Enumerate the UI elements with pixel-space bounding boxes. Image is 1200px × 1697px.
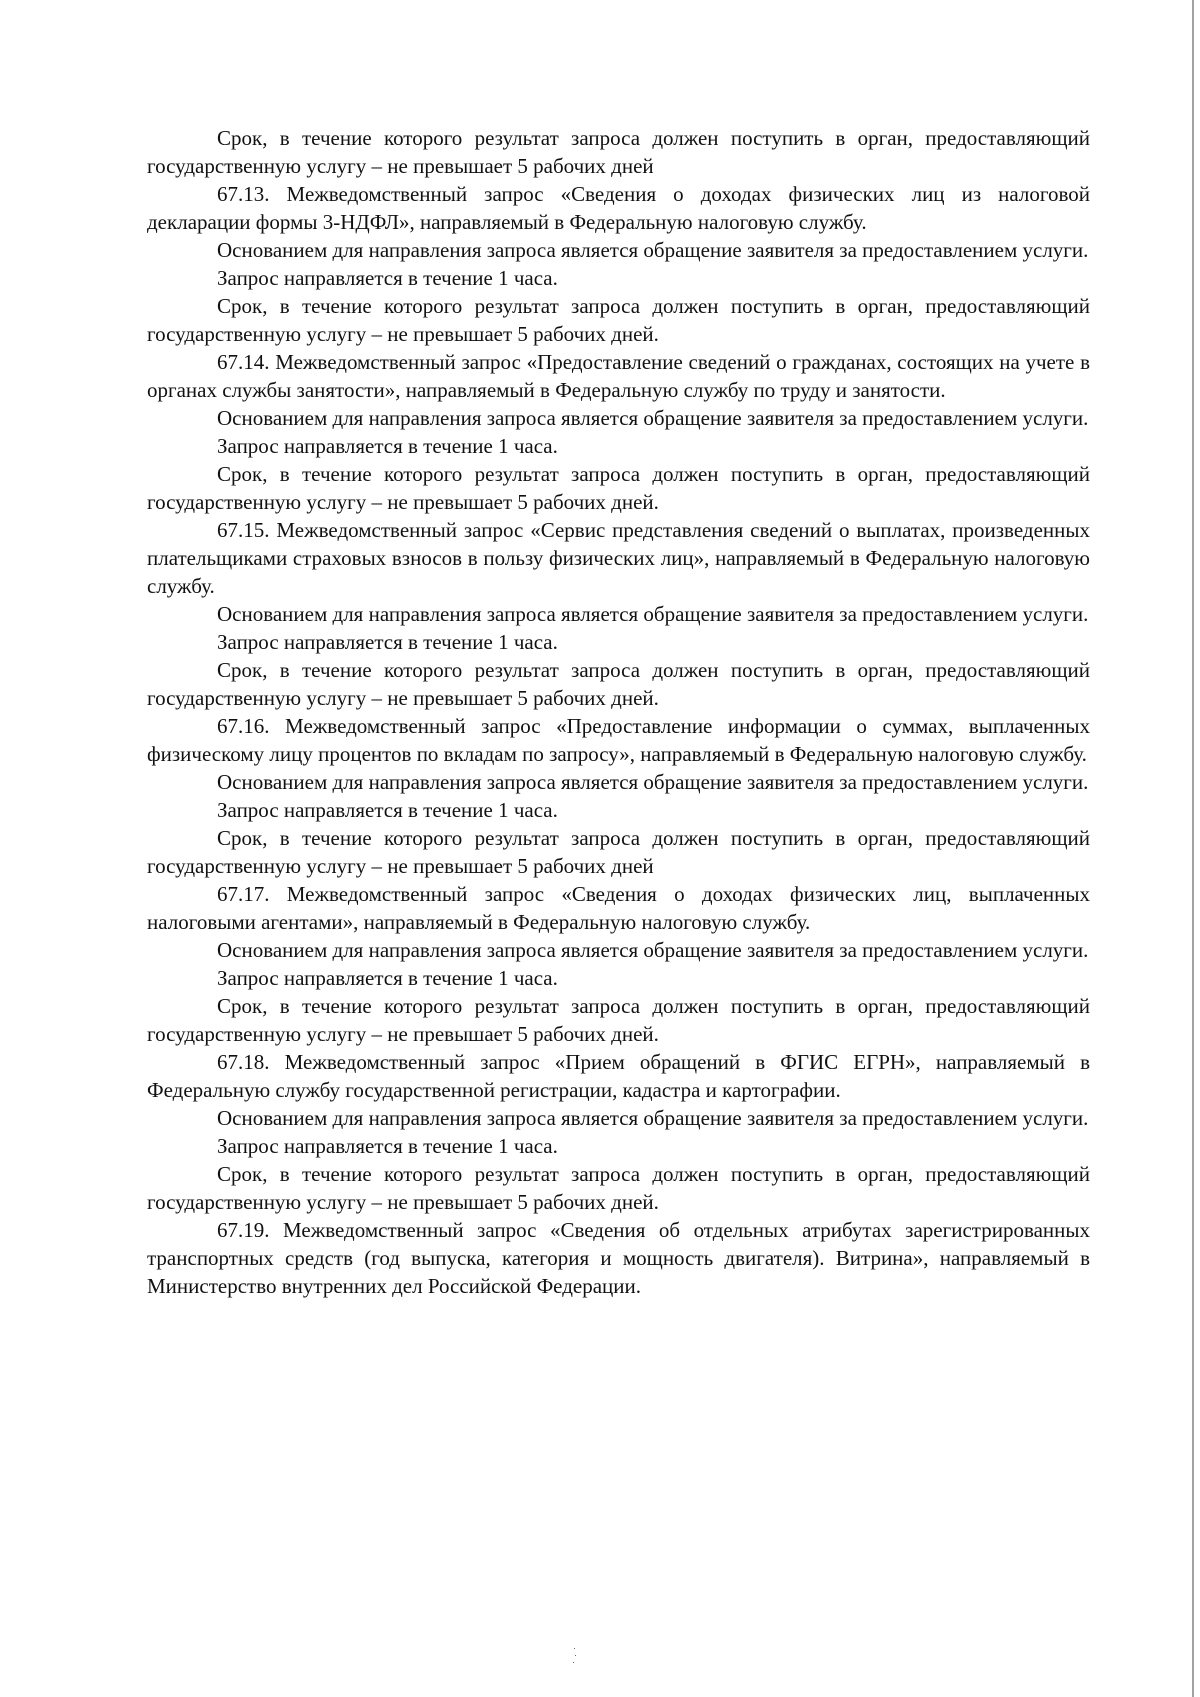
paragraph-11: Основанием для направления запроса является обращение заявителя за предоставлением услуги.	[217, 602, 1089, 626]
paragraph-20: Запрос направляется в течение 1 часа.	[217, 966, 558, 990]
paragraph-6: 67.14. Межведомственный запрос «Предоставление сведений о гражданах, состоящих на учете в органах службы занятости», направляемый в Федеральную службу по труду и занятости.	[147, 350, 1090, 402]
paragraph-8: Запрос направляется в течение 1 часа.	[217, 434, 558, 458]
paragraph-17: Срок, в течение которого результат запроса должен поступить в орган, предоставляющий государственную услугу – не превышает 5 рабочих дней	[147, 826, 1090, 878]
paragraph-19: Основанием для направления запроса является обращение заявителя за предоставлением услуги.	[217, 938, 1089, 962]
paragraph-7: Основанием для направления запроса является обращение заявителя за предоставлением услуги.	[217, 406, 1089, 430]
paragraph-16: Запрос направляется в течение 1 часа.	[217, 798, 558, 822]
paragraph-18: 67.17. Межведомственный запрос «Сведения о доходах физических лиц, выплаченных налоговыми агентами», направляемый в Федеральную налоговую службу.	[147, 882, 1090, 934]
paragraph-25: Срок, в течение которого результат запроса должен поступить в орган, предоставляющий государственную услугу – не превышает 5 рабочих дней.	[147, 1162, 1090, 1214]
paragraph-24: Запрос направляется в течение 1 часа.	[217, 1134, 558, 1158]
document-body	[147, 124, 1090, 1300]
paragraph-22: 67.18. Межведомственный запрос «Прием обращений в ФГИС ЕГРН», направляемый в Федеральную службу государственной регистрации, кадастра и картографии.	[147, 1050, 1090, 1102]
paragraph-4: Запрос направляется в течение 1 часа.	[217, 266, 558, 290]
paragraph-1: Срок, в течение которого результат запроса должен поступить в орган, предоставляющий государственную услугу – не превышает 5 рабочих дней	[147, 126, 1090, 178]
scan-specks	[573, 1648, 577, 1664]
paragraph-15: Основанием для направления запроса является обращение заявителя за предоставлением услуги.	[217, 770, 1089, 794]
paragraph-10: 67.15. Межведомственный запрос «Сервис представления сведений о выплатах, произведенных плательщиками страховых взносов в пользу физических лиц», направляемый в Федеральную налоговую службу.	[147, 518, 1090, 598]
paragraph-26: 67.19. Межведомственный запрос «Сведения об отдельных атрибутах зарегистрированных транспортных средств (год выпуска, категория и мощность двигателя). Витрина», направляемый в Министерство внутренних дел Российской Федерации.	[147, 1218, 1090, 1298]
paragraph-12: Запрос направляется в течение 1 часа.	[217, 630, 558, 654]
paragraph-21: Срок, в течение которого результат запроса должен поступить в орган, предоставляющий государственную услугу – не превышает 5 рабочих дней.	[147, 994, 1090, 1046]
paragraph-3: Основанием для направления запроса является обращение заявителя за предоставлением услуги.	[217, 238, 1089, 262]
paragraph-9: Срок, в течение которого результат запроса должен поступить в орган, предоставляющий государственную услугу – не превышает 5 рабочих дней.	[147, 462, 1090, 514]
paragraph-13: Срок, в течение которого результат запроса должен поступить в орган, предоставляющий государственную услугу – не превышает 5 рабочих дней.	[147, 658, 1090, 710]
scan-edge-shadow	[1192, 0, 1194, 1697]
paragraph-14: 67.16. Межведомственный запрос «Предоставление информации о суммах, выплаченных физическому лицу процентов по вкладам по запросу», направляемый в Федеральную налоговую службу.	[147, 714, 1090, 766]
paragraph-5: Срок, в течение которого результат запроса должен поступить в орган, предоставляющий государственную услугу – не превышает 5 рабочих дней.	[147, 294, 1090, 346]
paragraph-23: Основанием для направления запроса является обращение заявителя за предоставлением услуги.	[217, 1106, 1089, 1130]
paragraph-2: 67.13. Межведомственный запрос «Сведения о доходах физических лиц из налоговой декларации формы 3-НДФЛ», направляемый в Федеральную налоговую службу.	[147, 182, 1090, 234]
